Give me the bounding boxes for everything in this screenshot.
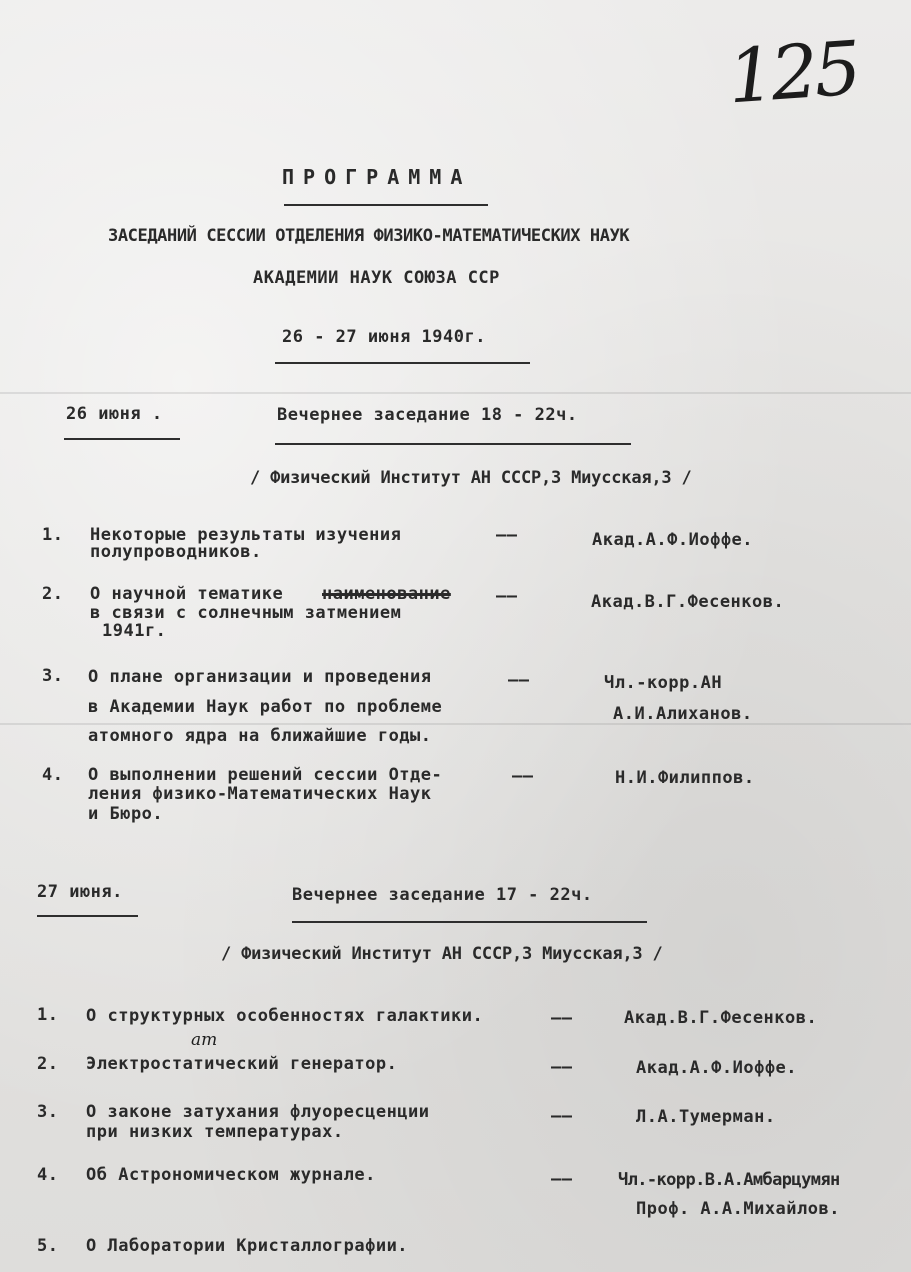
day2-item4-speaker-title: Чл.-корр.В.А.Амбарцумян [618,1170,840,1190]
day1-session-underline [275,443,631,445]
subtitle-line2: АКАДЕМИИ НАУК СОЮЗА ССР [253,268,500,288]
day1-item2-speaker: Акад.В.Г.Фесенков. [591,592,785,612]
day1-item3-topic: О плане организации и проведения [88,667,432,687]
day2-item1-dash: —— [551,1008,573,1028]
day2-item4-speaker: Проф. А.А.Михайлов. [636,1199,840,1219]
day1-item4-speaker: Н.И.Филиппов. [615,768,755,788]
day2-item2-topic: Электростатический генератор. [86,1054,398,1074]
day1-item1-dash: —— [496,525,518,545]
day1-item3-topic-cont2: атомного ядра на ближайшие годы. [88,726,432,746]
day2-item3-number: 3. [37,1102,59,1122]
day2-item3-topic-cont: при низких температурах. [86,1122,344,1142]
day1-item4-topic: О выполнении решений сессии Отде- [88,765,443,785]
day2-location: / Физический Институт АН СССР,3 Миусская,3 / [221,944,663,964]
day1-item4-dash: —— [512,766,534,786]
day1-item1-topic: Некоторые результаты изучения [90,525,402,545]
day2-item4-dash: —— [551,1169,573,1189]
day1-item2-topic-cont: в связи с солнечным затмением [90,603,402,623]
day1-item1-number: 1. [42,525,64,545]
day2-session-underline [292,921,647,923]
day1-item3-topic-cont: в Академии Наук работ по проблеме [88,697,443,717]
day2-item2-number: 2. [37,1054,59,1074]
day2-item4-number: 4. [37,1165,59,1185]
day2-session: Вечернее заседание 17 - 22ч. [292,885,593,905]
day1-date-underline [64,438,180,440]
day1-date: 26 июня . [66,404,163,424]
day1-item2-struck-word: наименование [322,584,451,604]
session-dates: 26 - 27 июня 1940г. [282,327,486,347]
day2-item1-topic: О структурных особенностях галактики. [86,1006,484,1026]
day2-date: 27 июня. [37,882,123,902]
subtitle-line1: ЗАСЕДАНИЙ СЕССИИ ОТДЕЛЕНИЯ ФИЗИКО-МАТЕМАТИЧЕСКИХ НАУК [108,226,630,246]
paper-crease [0,392,911,394]
day1-item4-topic-cont: ления физико-Математических Наук [88,784,432,804]
paper-crease [0,723,911,725]
day2-item5-number: 5. [37,1236,59,1256]
day2-item2-speaker: Акад.А.Ф.Иоффе. [636,1058,798,1078]
sheet-number: 125 [725,25,861,121]
day1-item3-number: 3. [42,666,64,686]
day1-item1-speaker: Акад.А.Ф.Иоффе. [592,530,754,550]
day2-item3-topic: О законе затухания флуоресценции [86,1102,430,1122]
day1-location: / Физический Институт АН СССР,3 Миусская,3 / [250,468,692,488]
day2-item3-dash: —— [551,1106,573,1126]
day1-item3-dash: —— [508,670,530,690]
day1-session: Вечернее заседание 18 - 22ч. [277,405,578,425]
day1-item3-speaker-title: Чл.-корр.АН [604,673,723,693]
day2-item3-speaker: Л.А.Тумерман. [636,1107,776,1127]
handwritten-correction: ат [191,1030,218,1050]
day1-item2-topic-year: 1941г. [102,621,167,641]
dates-underline [275,362,530,364]
day1-item2-topic: О научной тематике [90,584,284,604]
day2-date-underline [37,915,138,917]
day1-item1-topic-cont: полупроводников. [90,542,262,562]
day2-item1-number: 1. [37,1005,59,1025]
day1-item2-number: 2. [42,584,64,604]
document-title: ПРОГРАММА [282,165,472,189]
day1-item4-topic-cont2: и Бюро. [88,804,164,824]
day1-item3-speaker: А.И.Алиханов. [613,704,753,724]
title-underline [284,204,488,206]
day2-item4-topic: Об Астрономическом журнале. [86,1165,376,1185]
day1-item2-dash: —— [496,586,518,606]
day2-item2-dash: —— [551,1057,573,1077]
day1-item4-number: 4. [42,765,64,785]
day2-item1-speaker: Акад.В.Г.Фесенков. [624,1008,818,1028]
day2-item5-topic: О Лаборатории Кристаллографии. [86,1236,409,1256]
